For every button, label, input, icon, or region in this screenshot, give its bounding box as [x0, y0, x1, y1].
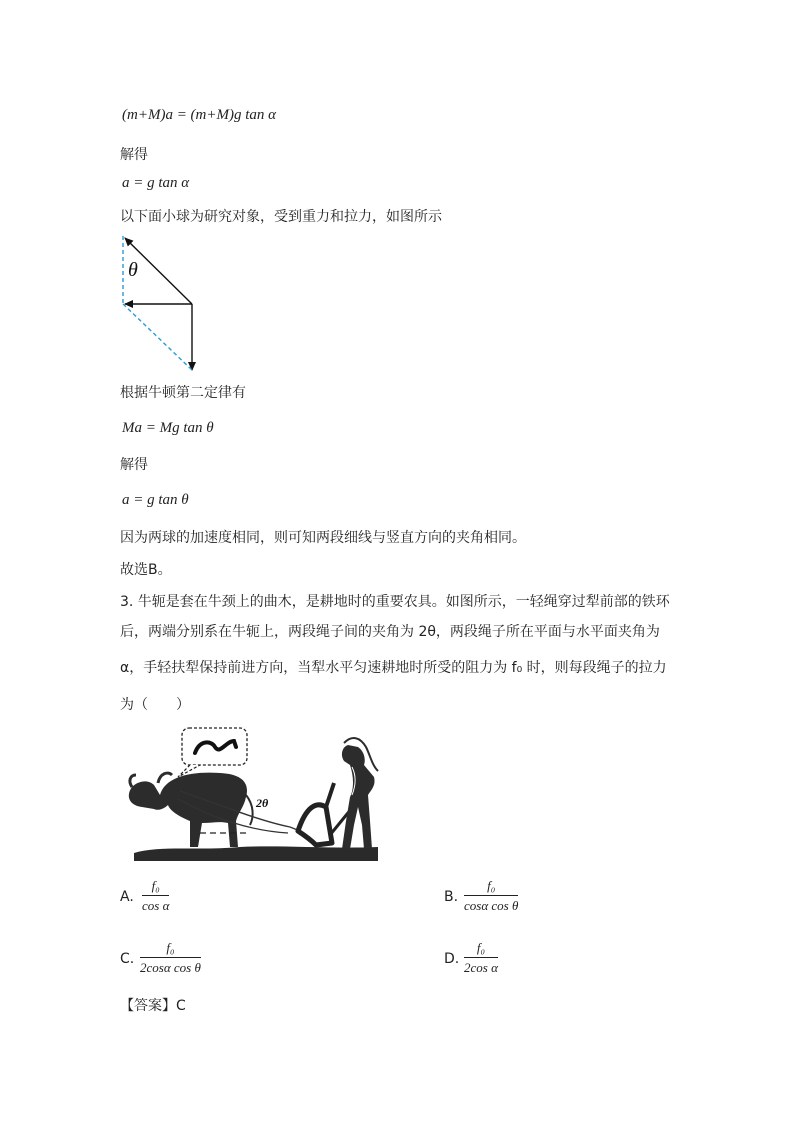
question-line-1: 3. 牛轭是套在牛颈上的曲木，是耕地时的重要农具。如图所示，一轻绳穿过犁前部的铁环: [120, 594, 670, 610]
force-diagram: [112, 230, 212, 375]
paragraph-lower-ball: 以下面小球为研究对象，受到重力和拉力，如图所示: [120, 209, 442, 225]
solve-label: 解得: [120, 147, 148, 163]
option-b-label[interactable]: B.: [444, 889, 459, 905]
option-c-label[interactable]: C.: [120, 951, 135, 967]
question-line-2: 后，两端分别系在牛轭上，两段绳子间的夹角为 2θ，两段绳子所在平面与水平面夹角为: [120, 624, 660, 640]
option-b-fraction[interactable]: [464, 878, 518, 914]
angle-label: 2θ: [256, 796, 269, 810]
solve-label-2: 解得: [120, 457, 148, 473]
option-d-fraction[interactable]: [464, 940, 498, 976]
option-a-denominator: cos α: [142, 898, 170, 913]
option-c-denominator: 2cosα cos θ: [140, 960, 201, 975]
option-a-label[interactable]: A.: [120, 889, 134, 905]
equation-acceleration-theta: a = g tan θ: [122, 492, 189, 508]
option-d-denominator: 2cos α: [464, 960, 498, 975]
option-b-denominator: cosα cos θ: [464, 898, 519, 913]
paragraph-choice: 故选B。: [120, 562, 172, 578]
paragraph-newton-second-law: 根据牛顿第二定律有: [120, 385, 246, 401]
plow: [298, 805, 332, 845]
equation-newton-lower: Ma = Mg tan θ: [122, 420, 214, 436]
ox-figure: [129, 773, 247, 847]
option-a-fraction[interactable]: [142, 878, 169, 914]
equation-acceleration-alpha: a = g tan α: [122, 175, 190, 191]
option-c-fraction[interactable]: [140, 940, 201, 976]
option-c-numerator: f₀: [140, 940, 201, 958]
dashed-diagonal: [123, 304, 192, 370]
plowing-illustration: [120, 725, 390, 865]
paragraph-conclusion: 因为两球的加速度相同，则可知两段细线与竖直方向的夹角相同。: [120, 530, 526, 546]
question-line-4: 为（ ）: [120, 697, 190, 713]
option-b-numerator: f₀: [464, 878, 518, 896]
question-line-3: α，手轻扶犁保持前进方向，当犁水平匀速耕地时所受的阻力为 f₀ 时，则每段绳子的拉力: [120, 660, 667, 676]
farmer-figure: [342, 745, 375, 849]
option-d-numerator: f₀: [464, 940, 498, 958]
equation-newton-system: (m+M)a = (m+M)g tan α: [122, 107, 277, 123]
option-a-numerator: f₀: [142, 878, 169, 896]
option-d-label[interactable]: D.: [444, 951, 460, 967]
theta-label: θ: [128, 259, 138, 281]
answer-label: 【答案】C: [120, 998, 186, 1014]
